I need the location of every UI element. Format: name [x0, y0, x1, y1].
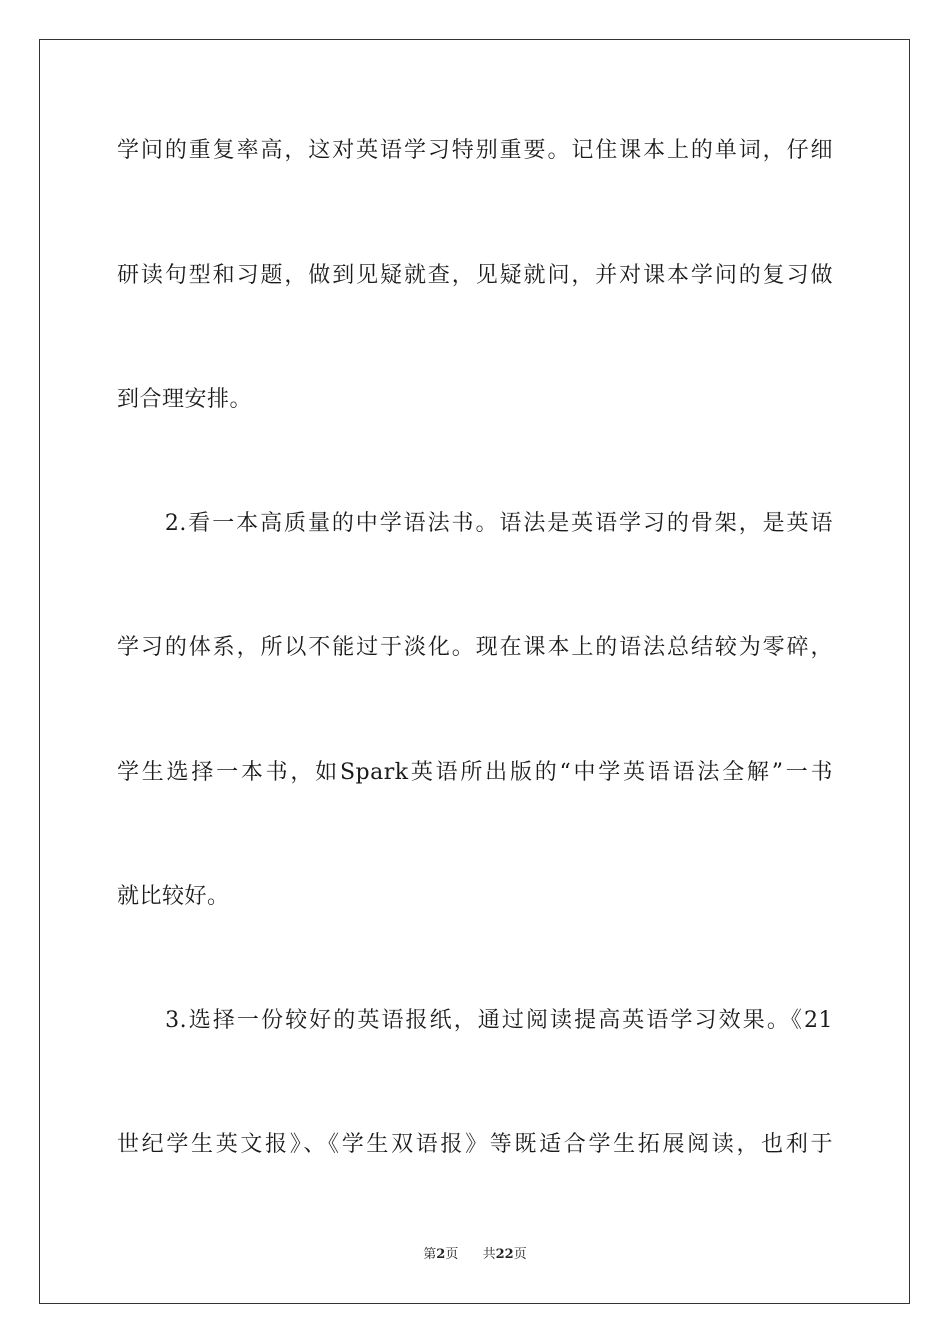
body-line-7: 就比较好。 — [117, 884, 230, 909]
page-footer — [0, 1246, 950, 1264]
body-line-9: 世纪学生英文报》、《学生双语报》等既适合学生拓展阅读，也利于 — [117, 1132, 833, 1157]
page-number — [423, 1246, 458, 1264]
total-suffix: 页 — [513, 1247, 527, 1262]
body-line-1: 学问的重复率高，这对英语学习特别重要。记住课本上的单词，仔细 — [117, 138, 833, 163]
body-line-6: 学生选择一本书，如Spark英语所出版的“中学英语语法全解”一书 — [117, 760, 833, 785]
page-prefix: 第 — [423, 1247, 437, 1262]
total-pages: 22 — [495, 1247, 514, 1262]
current-page: 2 — [436, 1247, 446, 1262]
body-line-5: 学习的体系，所以不能过于淡化。现在课本上的语法总结较为零碎， — [117, 635, 833, 660]
body-line-3: 到合理安排。 — [117, 387, 253, 412]
page-suffix: 页 — [445, 1247, 459, 1262]
body-line-2: 研读句型和习题，做到见疑就查，见疑就问，并对课本学问的复习做 — [117, 263, 833, 288]
body-line-8: 3.选择一份较好的英语报纸，通过阅读提高英语学习效果。《21 — [117, 1008, 833, 1033]
total-prefix: 共 — [482, 1247, 496, 1262]
page-border — [39, 39, 910, 1304]
body-line-4: 2.看一本高质量的中学语法书。语法是英语学习的骨架，是英语 — [117, 511, 833, 536]
page-total — [483, 1246, 527, 1264]
